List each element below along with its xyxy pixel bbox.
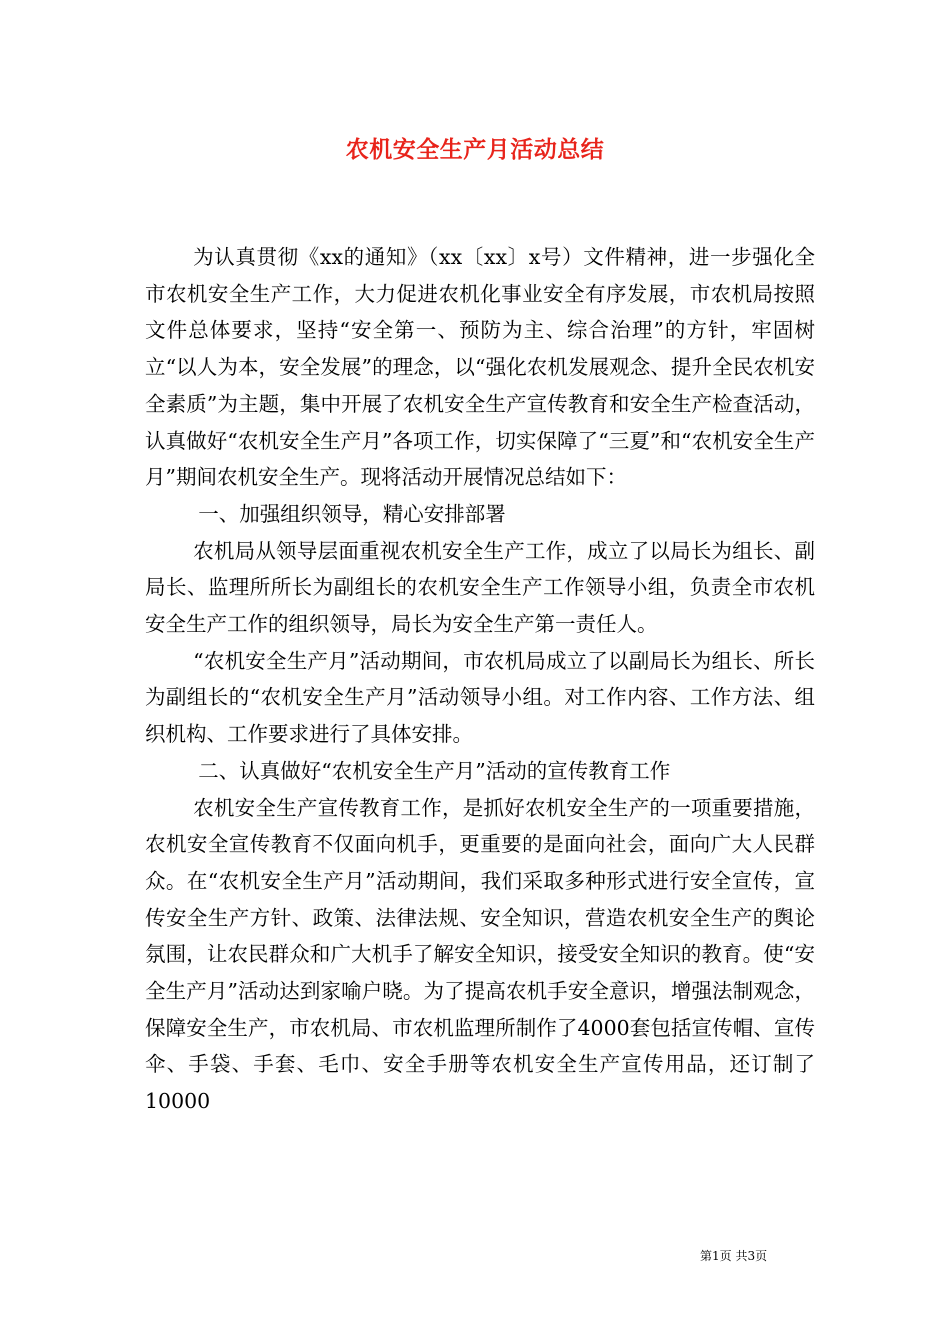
paragraph-intro: 为认真贯彻《xx的通知》（xx〔xx〕x号）文件精神，进一步强化全市农机安全生产工作，大力促进农机化事业安全有序发展，市农机局按照文件总体要求，坚持“安全第一、预防为主、综合治理”的方针，牢固树立“以人为本，安全发展”的理念，以“强化农机发展观念、提升全民农机安全素质”为主题，集中开展了农机安全生产宣传教育和安全生产检查活动，认真做好“农机安全生产月”各项工作，切实保障了“三夏”和“农机安全生产月”期间农机安全生产。现将活动开展情况总结如下： xyxy=(145,245,815,490)
document-body xyxy=(145,239,815,1120)
paragraph-leadership-group: 农机局从领导层面重视农机安全生产工作，成立了以局长为组长、副局长、监理所所长为副组长的农机安全生产工作领导小组，负责全市农机安全生产工作的组织领导，局长为安全生产第一责任人。 xyxy=(145,538,815,637)
document-title: 农机安全生产月活动总结 xyxy=(345,136,605,163)
page-number: 第1页 共3页 xyxy=(700,1249,768,1263)
paragraph-publicity: 农机安全生产宣传教育工作，是抓好农机安全生产的一项重要措施，农机安全宣传教育不仅面向机手，更重要的是面向社会，面向广大人民群众。在“农机安全生产月”活动期间，我们采取多种形式进行安全宣传，宣传安全生产方针、政策、法律法规、安全知识，营造农机安全生产的舆论氛围，让农民群众和广大机手了解安全知识，接受安全知识的教育。使“安全生产月”活动达到家喻户晓。为了提高农机手安全意识，增强法制观念，保障安全生产，市农机局、市农机监理所制作了4000套包括宣传帽、宣传伞、手袋、手套、毛巾、安全手册等农机安全生产宣传用品，还订制了10000 xyxy=(145,795,815,1114)
section-heading-1: 一、加强组织领导，精心安排部署 xyxy=(198,501,506,526)
section-heading-2: 二、认真做好“农机安全生产月”活动的宣传教育工作 xyxy=(198,758,671,783)
paragraph-activity-group: “农机安全生产月”活动期间，市农机局成立了以副局长为组长、所长为副组长的“农机安全生产月”活动领导小组。对工作内容、工作方法、组织机构、工作要求进行了具体安排。 xyxy=(145,648,815,747)
